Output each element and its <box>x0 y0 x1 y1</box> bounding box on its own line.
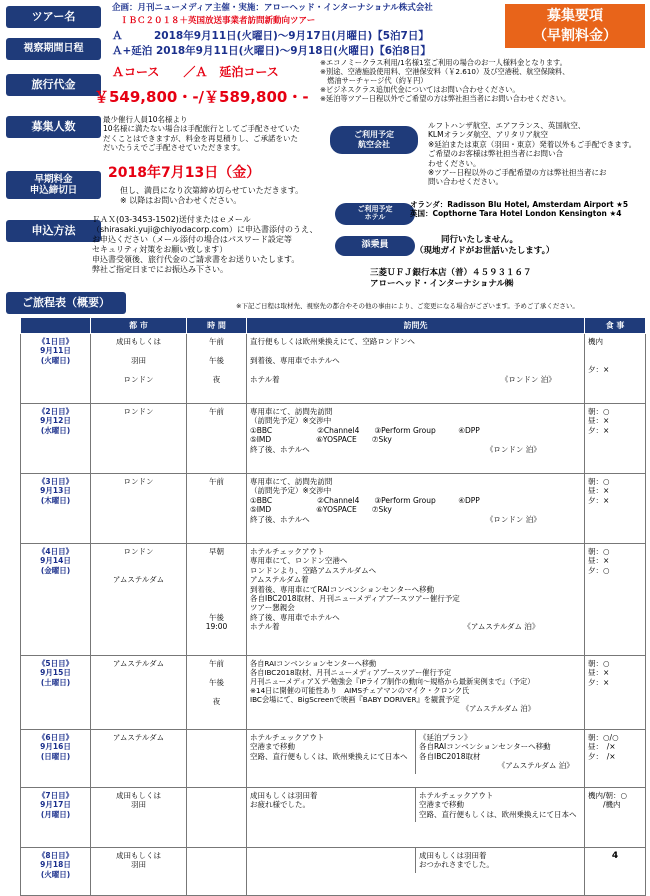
visit-left <box>247 848 416 873</box>
col-header-meal: 食 事 <box>585 318 646 334</box>
day-cell: 《2日目》 9月12日 (水曜日) <box>21 404 91 474</box>
time-cell <box>187 788 247 848</box>
time-cell <box>187 730 247 788</box>
city-cell: ロンドン <box>91 474 187 544</box>
recruit-box <box>505 4 645 48</box>
recruit-title: 募集要項 <box>547 8 603 24</box>
label-escort: 添乗員 <box>335 236 415 256</box>
participants-text: 最少催行人員10名様より 10名様に満たない場合は手配旅行としてご手配させていた だくことはできますが、料金を再見積りし、ご承諾をいた だいたうえでご手配させていただきます。 <box>103 115 301 153</box>
meal-cell: 朝：○/○ 昼： /× 夕： /× <box>585 730 646 788</box>
visit-cell: ホテルチェックアウト 専用車にて、ロンドン空港へ ロンドンより、空路アムステルダムへ アムステルダム着 到着後、専用車にてRAIコンベンションセンターへ移動 各自IBC2018取材、月刊ニューメディアブースツアー催行予定 ツアー懇親会 終了後、専用車でホテルへ ホテル着 《アムステルダム 泊》 <box>247 544 585 656</box>
city-cell: 成田もしくは 羽田 ロンドン <box>91 334 187 404</box>
itinerary-table <box>20 317 646 896</box>
label-airlines: ご利用予定 航空会社 <box>330 126 418 154</box>
day-cell: 《3日目》 9月13日 (木曜日) <box>21 474 91 544</box>
col-header-time: 時 間 <box>187 318 247 334</box>
visit-cell: 専用車にて、訪問先訪問 （訪問先予定）※交渉中 ①BBC ②Channel4 ③Perform Group ④DPP ⑤IMD ⑥YOSPACE ⑦Sky 終了後、ホテルへ 《ロンドン 泊》 <box>247 474 585 544</box>
airlines-text: ルフトハンザ航空、エアフランス、英国航空、 KLMオランダ航空、アリタリア航空 ※延泊または東京（羽田・東京）発着以外もご手配できます。 ご希望のお客様は弊社担当者にお問い合 わせください。 ※ツアー日程以外のご手配希望の方は弊社担当者にお 問い合わせください。 <box>428 121 637 187</box>
meal-cell: 朝：○ 昼：× 夕：○ <box>585 544 646 656</box>
time-cell: 午前 午後 夜 <box>187 334 247 404</box>
meal-cell: 朝：○ 昼：× 夕：× <box>585 404 646 474</box>
meal-cell: 朝：○ 昼：× 夕：× <box>585 656 646 730</box>
day-cell: 《4日目》 9月14日 (金曜日) <box>21 544 91 656</box>
label-dates: 視察期間日程 <box>6 38 101 60</box>
label-price: 旅行代金 <box>6 74 101 96</box>
label-tour-name: ツアー名 <box>6 6 101 28</box>
bank-text: 三菱ＵＦＪ銀行本店（普）４５９３１６７ アローヘッド・インターナショナル㈱ <box>370 268 532 289</box>
city-cell: アムステルダム <box>91 730 187 788</box>
dates-a: Ａ 2018年9月11日(火曜日)～9月17日(月曜日)【5泊7日】 <box>112 30 429 42</box>
itinerary-header-row <box>21 318 646 334</box>
hotel-text: オランダ：Radisson Blu Hotel, Amsterdam Airport ★5 英国：Copthorne Tara Hotel London Kensington ★4 <box>410 200 629 219</box>
tour-subtitle: ＩＢＣ２０１８＋英国放送事業者訪問新動向ツアー <box>120 16 316 26</box>
col-header-city: 都 市 <box>91 318 187 334</box>
itinerary-title: ご旅程表（概要） <box>6 292 126 314</box>
itinerary-note: ※下記ご日程は取材先、視察先の都合やその他の事由により、ご変更になる場合がございます。予めご了承ください。 <box>236 302 579 310</box>
price-amount: ￥549,800・-/￥589,800・- <box>94 88 309 106</box>
escort-text: 同行いたしません。 （現地ガイドがお世話いたします。） <box>415 235 555 256</box>
day-cell: 《8日目》 9月18日 (火曜日) <box>21 848 91 896</box>
meal-cell: 朝：○ 昼：× 夕：× <box>585 474 646 544</box>
price-notes: ※エコノミークラス利用/1名様1室ご利用の場合のお一人様料金となります。 ※別途、空港施設使用料、空港保安料（￥2.610）及び空港税、航空保険料、 燃油サーチャージ代（約￥円） ※ビジネスクラス追加代金についてはお問い合わせください。 ※延泊等ツアー日程以外でご希望の方は弊社担当者にお問い合わせください。 <box>320 58 571 103</box>
deadline-text: 但し、満員になり次第締め切らせていただきます。 ※ 以降はお問い合わせください。 <box>120 186 304 205</box>
time-cell: 早朝 午後 19:00 <box>187 544 247 656</box>
recruit-subtitle: （早割料金） <box>533 28 617 44</box>
price-courses: Ａコース ／Ａ 延泊コース <box>112 65 279 79</box>
visit-right: ホテルチェックアウト 空港まで移動 空路、直行便もしくは、欧州乗換えにて日本へ <box>419 791 577 819</box>
table-row <box>21 404 646 474</box>
city-cell: 成田もしくは 羽田 <box>91 788 187 848</box>
time-cell <box>187 848 247 896</box>
visit-cell: 直行便もしくは欧州乗換えにて、空路ロンドンへ 到着後、専用車でホテルへ ホテル着 《ロンドン 泊》 <box>247 334 585 404</box>
visit-right: 《延泊プラン》 各自RAIコンベンションセンターへ移動 各自IBC2018取材 《アムステルダム 泊》 <box>419 733 574 771</box>
day-cell: 《1日目》 9月11日 (火曜日) <box>21 334 91 404</box>
city-cell: 成田もしくは 羽田 <box>91 848 187 896</box>
col-header-visit: 訪問先 <box>247 318 585 334</box>
table-row <box>21 474 646 544</box>
label-early-deadline: 早期料金 申込締切日 <box>6 171 101 199</box>
page-number: 4 <box>611 851 619 861</box>
label-application: 申込方法 <box>6 220 101 242</box>
table-row <box>21 334 646 404</box>
time-cell: 午前 午後 夜 <box>187 656 247 730</box>
day-cell: 《6日目》 9月16日 (日曜日) <box>21 730 91 788</box>
meal-cell: 機内 夕：× <box>585 334 646 404</box>
city-cell: ロンドン <box>91 404 187 474</box>
label-participants: 募集人数 <box>6 116 101 138</box>
table-row <box>21 848 646 896</box>
meal-cell: 機内/朝：○ /機内 <box>585 788 646 848</box>
day-cell: 《7日目》 9月17日 (月曜日) <box>21 788 91 848</box>
visit-left: ホテルチェックアウト 空港まで移動 空路、直行便もしくは、欧州乗換えにて日本へ <box>247 730 416 774</box>
time-cell: 午前 <box>187 474 247 544</box>
day-cell: 《5日目》 9月15日 (土曜日) <box>21 656 91 730</box>
dates-a-ext: Ａ+延泊 2018年9月11日(火曜日)～9月18日(火曜日)【6泊8日】 <box>112 45 431 57</box>
table-row <box>21 788 646 848</box>
time-cell: 午前 <box>187 404 247 474</box>
table-row <box>21 656 646 730</box>
application-text: ＦＡＸ(03-3453-1502)送付またはｅメール （shirasaki.yuji@chiyodacorp.com）に申込書添付のうえ、 お申込ください（メール添付の場合はパスワード設定等 セキュリティ対策をお願い致します） 申込書受領後、旅行代金のご請求書をお送りいたします。 弊社ご指定日までにお振込み下さい。 <box>92 215 318 274</box>
visit-right: 成田もしくは羽田着 おつかれさまでした。 <box>419 851 494 870</box>
city-cell: ロンドン アムステルダム <box>91 544 187 656</box>
meal-cell <box>585 848 646 896</box>
col-header-day <box>21 318 91 334</box>
label-hotel: ご利用予定 ホテル <box>335 203 415 225</box>
visit-cell <box>247 730 585 788</box>
visit-left: 成田もしくは羽田着 お疲れ様でした。 <box>247 788 416 822</box>
organizer-line: 企画：月刊ニューメディア主催・実施：アローヘッド・インターナショナル株式会社 <box>112 3 433 13</box>
visit-cell <box>247 848 585 896</box>
visit-cell: 専用車にて、訪問先訪問 （訪問先予定）※交渉中 ①BBC ②Channel4 ③Perform Group ④DPP ⑤IMD ⑥YOSPACE ⑦Sky 終了後、ホテルへ 《ロンドン 泊》 <box>247 404 585 474</box>
visit-cell <box>247 788 585 848</box>
table-row <box>21 730 646 788</box>
table-row <box>21 544 646 656</box>
visit-cell: 各自RAIコンベンションセンターへ移動 各自IBC2018取材、月刊ニューメディアブースツアー催行予定 月刊ニューメディアＸデ-勉強会『IPライブ制作の動向～規格から最新実例まで』（予定） ※14日に開催の可能性あり AIMSチェアマンのマイク・クロンク氏 IBC会場にて、BigScreenで映画『BABY DORIVER』を観賞予定 《アムステルダム 泊》 <box>247 656 585 730</box>
city-cell: アムステルダム <box>91 656 187 730</box>
deadline-date: 2018年7月13日（金） <box>108 165 261 181</box>
